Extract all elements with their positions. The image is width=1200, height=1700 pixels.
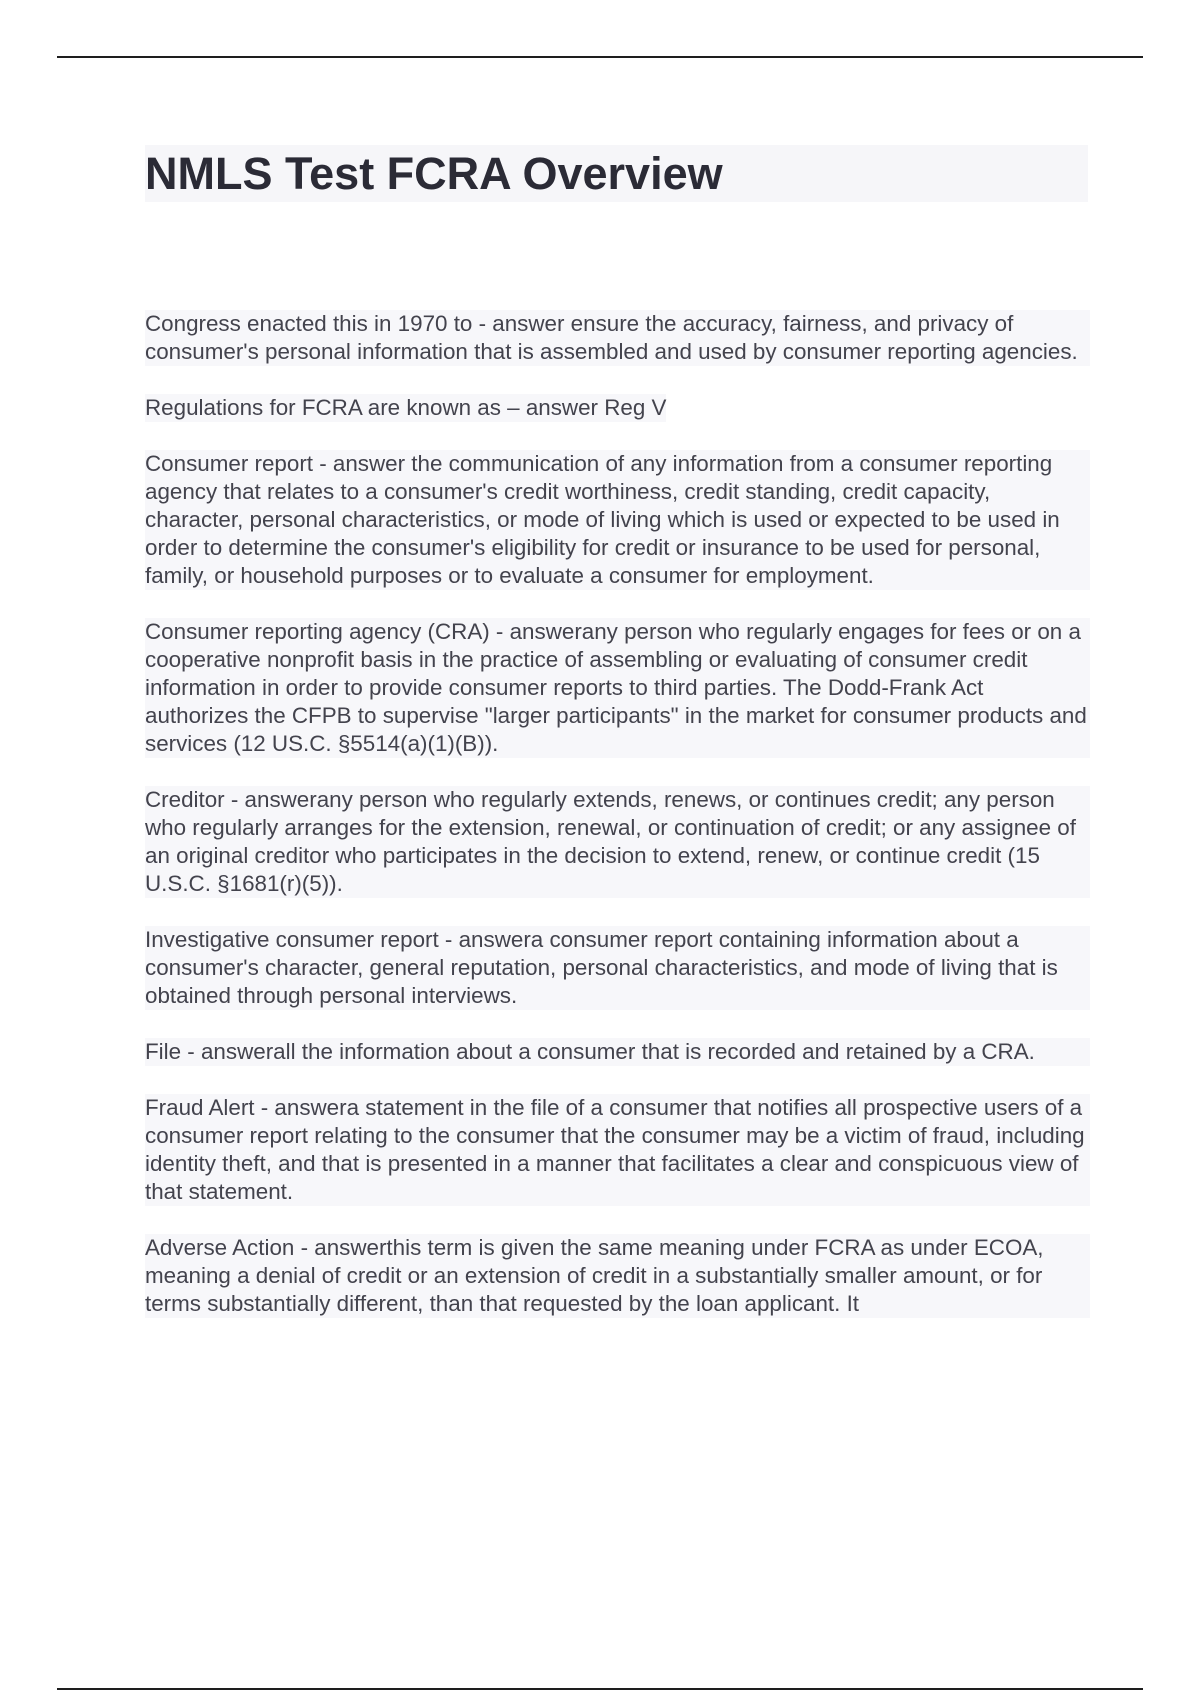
paragraph-fraud-alert: Fraud Alert - answera statement in the file of a consumer that notifies all prospective users of a consumer report relating to the consumer that the consumer may be a victim of fraud, including identity theft, and that is presented in a manner that facilitates a clear and conspicuous view of that statement. [145,1094,1090,1206]
paragraph-reg-v: Regulations for FCRA are known as – answer Reg V [145,395,667,420]
paragraph-consumer-reporting-agency: Consumer reporting agency (CRA) - answerany person who regularly engages for fees or on a cooperative nonprofit basis in the practice of assembling or evaluating of consumer credit information in order to provide consumer reports to third parties. The Dodd-Frank Act authorizes the CFPB to supervise "larger participants" in the market for consumer products and services (12 US.C. §5514(a)(1)(B)). [145,618,1090,758]
bottom-divider [57,1688,1143,1690]
paragraph-creditor: Creditor - answerany person who regularly extends, renews, or continues credit; any person who regularly arranges for the extension, renewal, or continuation of credit; or any assignee of an original creditor who participates in the decision to extend, renew, or continue credit (15 U.S.C. §1681(r)(5)). [145,786,1090,898]
document-body [145,310,1090,1346]
paragraph-congress-1970: Congress enacted this in 1970 to - answer ensure the accuracy, fairness, and privacy of consumer's personal information that is assembled and used by consumer reporting agencies. [145,310,1090,366]
paragraph-file: File - answerall the information about a consumer that is recorded and retained by a CRA. [145,1038,1090,1066]
page-title: NMLS Test FCRA Overview [145,148,723,199]
top-divider [57,56,1143,58]
paragraph-adverse-action: Adverse Action - answerthis term is given the same meaning under FCRA as under ECOA, meaning a denial of credit or an extension of credit in a substantially smaller amount, or for terms substantially different, than that requested by the loan applicant. It [145,1234,1090,1318]
paragraph-investigative-report: Investigative consumer report - answera consumer report containing information about a consumer's character, general reputation, personal characteristics, and mode of living that is obtained through personal interviews. [145,926,1090,1010]
paragraph-consumer-report: Consumer report - answer the communication of any information from a consumer reporting agency that relates to a consumer's credit worthiness, credit standing, credit capacity, character, personal characteristics, or mode of living which is used or expected to be used in order to determine the consumer's eligibility for credit or insurance to be used for personal, family, or household purposes or to evaluate a consumer for employment. [145,450,1090,590]
